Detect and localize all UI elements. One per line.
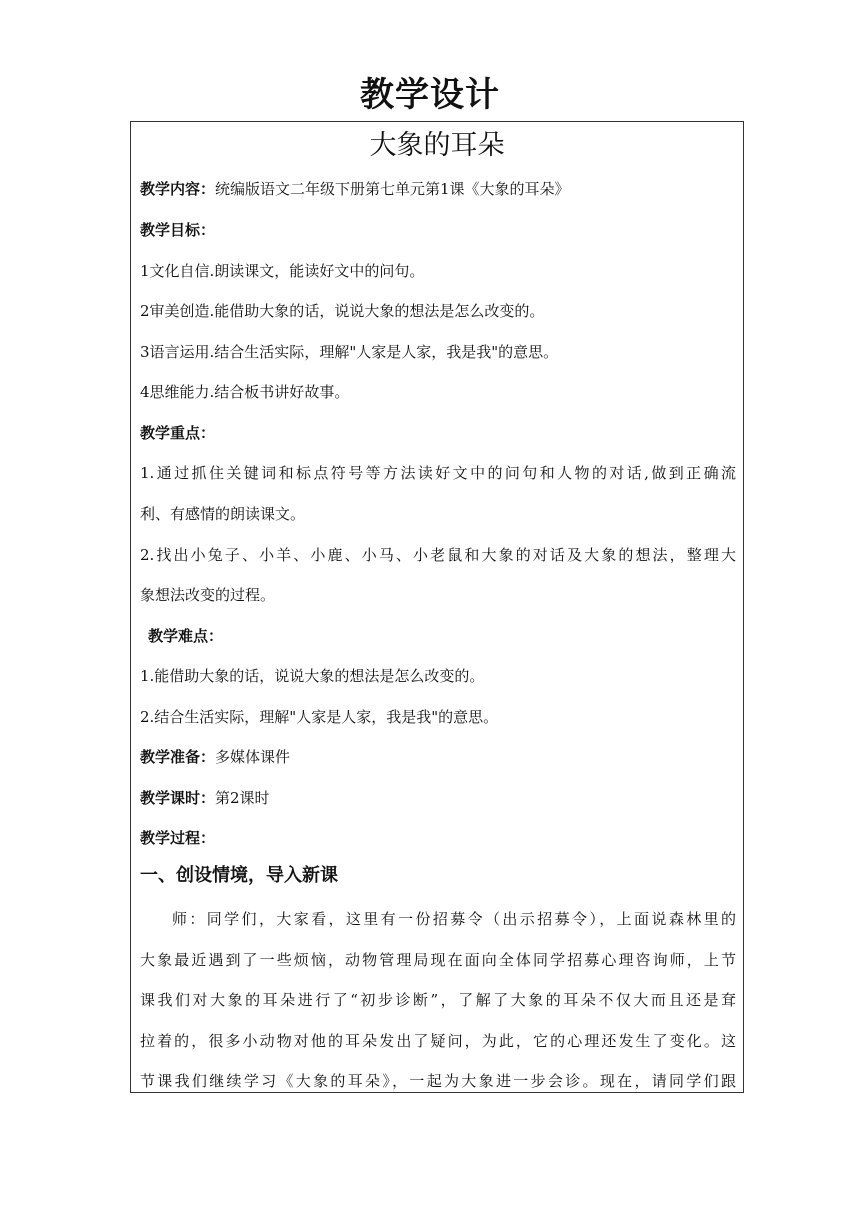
difficulty-item: 1.能借助大象的话，说说大象的想法是怎么改变的。: [140, 667, 485, 685]
key-point-item-2-line-2: 象想法改变的过程。: [140, 586, 276, 604]
section-paragraph-line: 师：同学们，大家看，这里有一份招募令（出示招募令），上面说森林里的: [172, 910, 736, 928]
process-label: 教学过程：: [140, 829, 216, 847]
section-paragraph-line: 拉着的，很多小动物对他的耳朵发出了疑问，为此，它的心理还发生了变化。这: [140, 1032, 736, 1050]
section-paragraph-line: 节课我们继续学习《大象的耳朵》，一起为大象进一步会诊。现在，请同学们跟: [140, 1072, 736, 1090]
teaching-content-text: 统编版语文二年级下册第七单元第1课《大象的耳朵》: [215, 180, 570, 198]
lesson-plan-table: [130, 121, 744, 1093]
section-paragraph-line: 课我们对大象的耳朵进行了“初步诊断”，了解了大象的耳朵不仅大而且还是耷: [140, 991, 736, 1009]
objectives-label: 教学目标：: [140, 221, 216, 239]
teaching-content-label: 教学内容：: [140, 180, 216, 198]
key-point-item-2-line-1: 2.找出小兔子、小羊、小鹿、小马、小老鼠和大象的对话及大象的想法，整理大: [140, 546, 736, 564]
key-point-item-1-line-2: 利、有感情的朗读课文。: [140, 505, 306, 523]
periods-label: 教学课时：: [140, 789, 216, 807]
lesson-title: 大象的耳朵: [369, 130, 505, 161]
periods-text: 第2课时: [215, 789, 270, 807]
objective-item: 1文化自信.朗读课文，能读好文中的问句。: [140, 262, 425, 280]
preparation-text: 多媒体课件: [215, 748, 291, 766]
objective-item: 4思维能力.结合板书讲好故事。: [140, 383, 350, 401]
objective-item: 2审美创造.能借助大象的话，说说大象的想法是怎么改变的。: [140, 302, 545, 320]
preparation-row: [140, 746, 736, 768]
page-title: 教学设计: [360, 75, 500, 115]
section-paragraph-line: 大象最近遇到了一些烦恼，动物管理局现在面向全体同学招募心理咨询师，上节: [140, 951, 736, 969]
key-points-label: 教学重点：: [140, 424, 216, 442]
periods-row: [140, 787, 736, 809]
teaching-content-row: [140, 178, 736, 200]
section-heading: 一、创设情境，导入新课: [140, 865, 338, 886]
difficulties-label: 教学难点：: [148, 627, 224, 645]
preparation-label: 教学准备：: [140, 748, 216, 766]
key-point-item-1-line-1: 1.通过抓住关键词和标点符号等方法读好文中的问句和人物的对话,做到正确流: [140, 464, 736, 482]
objective-item: 3语言运用.结合生活实际，理解"人家是人家，我是我"的意思。: [140, 343, 559, 361]
difficulty-item: 2.结合生活实际，理解"人家是人家，我是我"的意思。: [140, 708, 499, 726]
